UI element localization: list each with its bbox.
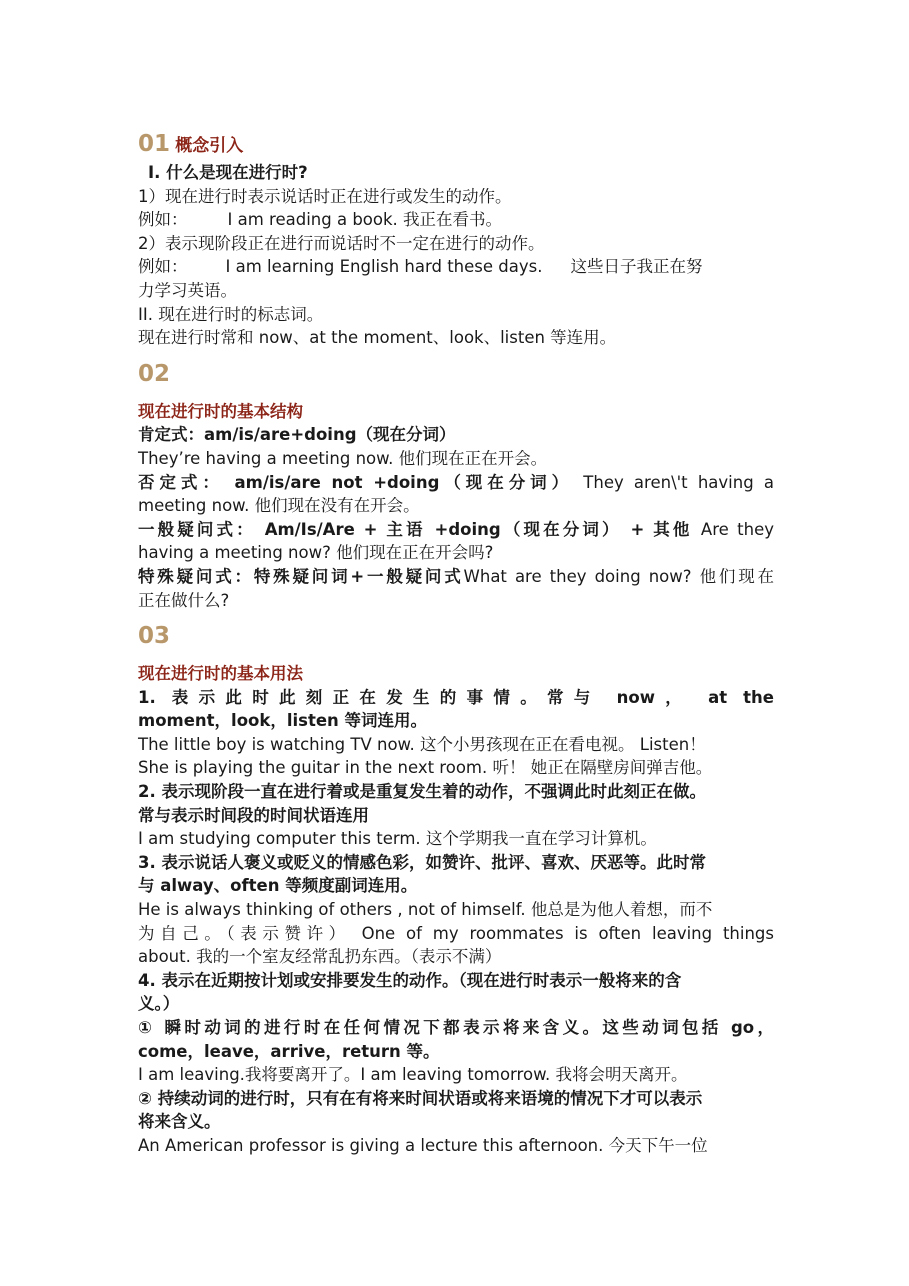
section-number: 01 bbox=[138, 131, 171, 157]
example-continuation: 力学习英语。 bbox=[138, 280, 237, 300]
example-line bbox=[138, 208, 774, 232]
example-text: I am studying computer this term. 这个学期我一直在学习计算机。 bbox=[138, 829, 657, 849]
example-text: I am leaving.我将要离开了。I am leaving tomorrow. 我将会明天离开。 bbox=[138, 1065, 688, 1085]
example-text: The little boy is watching TV now. 这个小男孩现在正在看电视。 Listen！ bbox=[138, 734, 706, 754]
example-translation: 这些日子我正在努 bbox=[570, 257, 703, 277]
usage-heading: 2. 表示现阶段一直在进行着或是重复发生着的动作，不强调此时此刻正在做。 bbox=[138, 782, 706, 802]
example-text: An American professor is giving a lecture this afternoon. 今天下午一位 bbox=[138, 1135, 708, 1155]
usage-heading: 3. 表示说话人褒义或贬义的情感色彩，如赞许、批评、喜欢、厌恶等。此时常 bbox=[138, 852, 706, 872]
question-heading: I. 什么是现在进行时? bbox=[148, 163, 308, 182]
example-text: They’re having a meeting now. 他们现在正在开会。 bbox=[138, 448, 548, 468]
usage-heading-cont: moment，look，listen 等词连用。 bbox=[138, 711, 428, 731]
usage-heading-cont: 常与表示时间段的时间状语连用 bbox=[138, 805, 369, 825]
usage-heading: 1. 表示此时此刻正在发生的事情。常与 now， at the bbox=[138, 687, 774, 707]
section-03-heading bbox=[138, 616, 774, 656]
example-continuation: 正在做什么? bbox=[138, 590, 230, 610]
sub-usage-heading: ② 持续动词的进行时，只有在有将来时间状语或将来语境的情况下才可以表示 bbox=[138, 1088, 703, 1108]
structure-label: 特殊疑问式：特殊疑问词+一般疑问式 bbox=[138, 566, 464, 586]
example-text: about. 我的一个室友经常乱扔东西。（表示不满） bbox=[138, 947, 502, 967]
sub-usage-heading: ① 瞬时动词的进行时在任何情况下都表示将来含义。这些动词包括 go， bbox=[138, 1018, 774, 1037]
example-line bbox=[138, 255, 774, 279]
section-title: 现在进行时的基本用法 bbox=[138, 664, 303, 684]
section-number: 03 bbox=[138, 623, 171, 650]
usage-heading-cont: 义。） bbox=[138, 994, 180, 1014]
example-text: What are they doing now? 他们现在 bbox=[463, 566, 774, 586]
usage-heading-cont: 与 alway、often 等频度副词连用。 bbox=[138, 876, 418, 896]
example-continuation: meeting now. 他们现在没有在开会。 bbox=[138, 496, 420, 516]
example-text: 为自己。（表示赞许） One of my roommates is often leaving things bbox=[138, 923, 774, 943]
structure-label: 肯定式：am/is/are+doing（现在分词） bbox=[138, 425, 456, 445]
example-text: Are they bbox=[700, 519, 774, 539]
document-content bbox=[138, 128, 774, 1158]
example-text: I am learning English hard these days. bbox=[225, 257, 543, 277]
section-02-heading bbox=[138, 354, 774, 394]
example-text: I am reading a book. 我正在看书。 bbox=[227, 210, 503, 230]
structure-label: 一般疑问式： Am/Is/Are + 主语 +doing（现在分词） + 其他 bbox=[138, 519, 693, 539]
section-title: 概念引入 bbox=[175, 136, 244, 156]
usage-heading: 4. 表示在近期按计划或安排要发生的动作。（现在进行时表示一般将来的含 bbox=[138, 970, 682, 990]
question-heading: II. 现在进行时的标志词。 bbox=[138, 304, 324, 324]
paragraph: 现在进行时常和 now、at the moment、look、listen 等连用。 bbox=[138, 328, 617, 348]
example-label: 例如： bbox=[138, 257, 188, 277]
example-continuation: having a meeting now? 他们现在正在开会吗? bbox=[138, 543, 494, 563]
example-label: 例如： bbox=[138, 210, 188, 230]
section-number: 02 bbox=[138, 360, 171, 387]
structure-line bbox=[138, 565, 774, 589]
example-text: They aren\'t having a bbox=[583, 472, 774, 492]
sub-usage-heading-cont: come，leave，arrive，return 等。 bbox=[138, 1041, 440, 1061]
section-01-heading bbox=[138, 128, 774, 161]
sub-usage-heading-cont: 将来含义。 bbox=[138, 1112, 221, 1132]
section-title: 现在进行时的基本结构 bbox=[138, 401, 303, 421]
structure-line bbox=[138, 471, 774, 495]
example-text: She is playing the guitar in the next room. 听！ 她正在隔壁房间弹吉他。 bbox=[138, 758, 713, 778]
structure-label: 否定式： am/is/are not +doing（现在分词） bbox=[138, 472, 574, 492]
paragraph: 2）表示现阶段正在进行而说话时不一定在进行的动作。 bbox=[138, 233, 545, 253]
paragraph: 1）现在进行时表示说话时正在进行或发生的动作。 bbox=[138, 186, 512, 206]
example-text: He is always thinking of others , not of himself. 他总是为他人着想，而不 bbox=[138, 900, 713, 920]
structure-line bbox=[138, 518, 774, 542]
